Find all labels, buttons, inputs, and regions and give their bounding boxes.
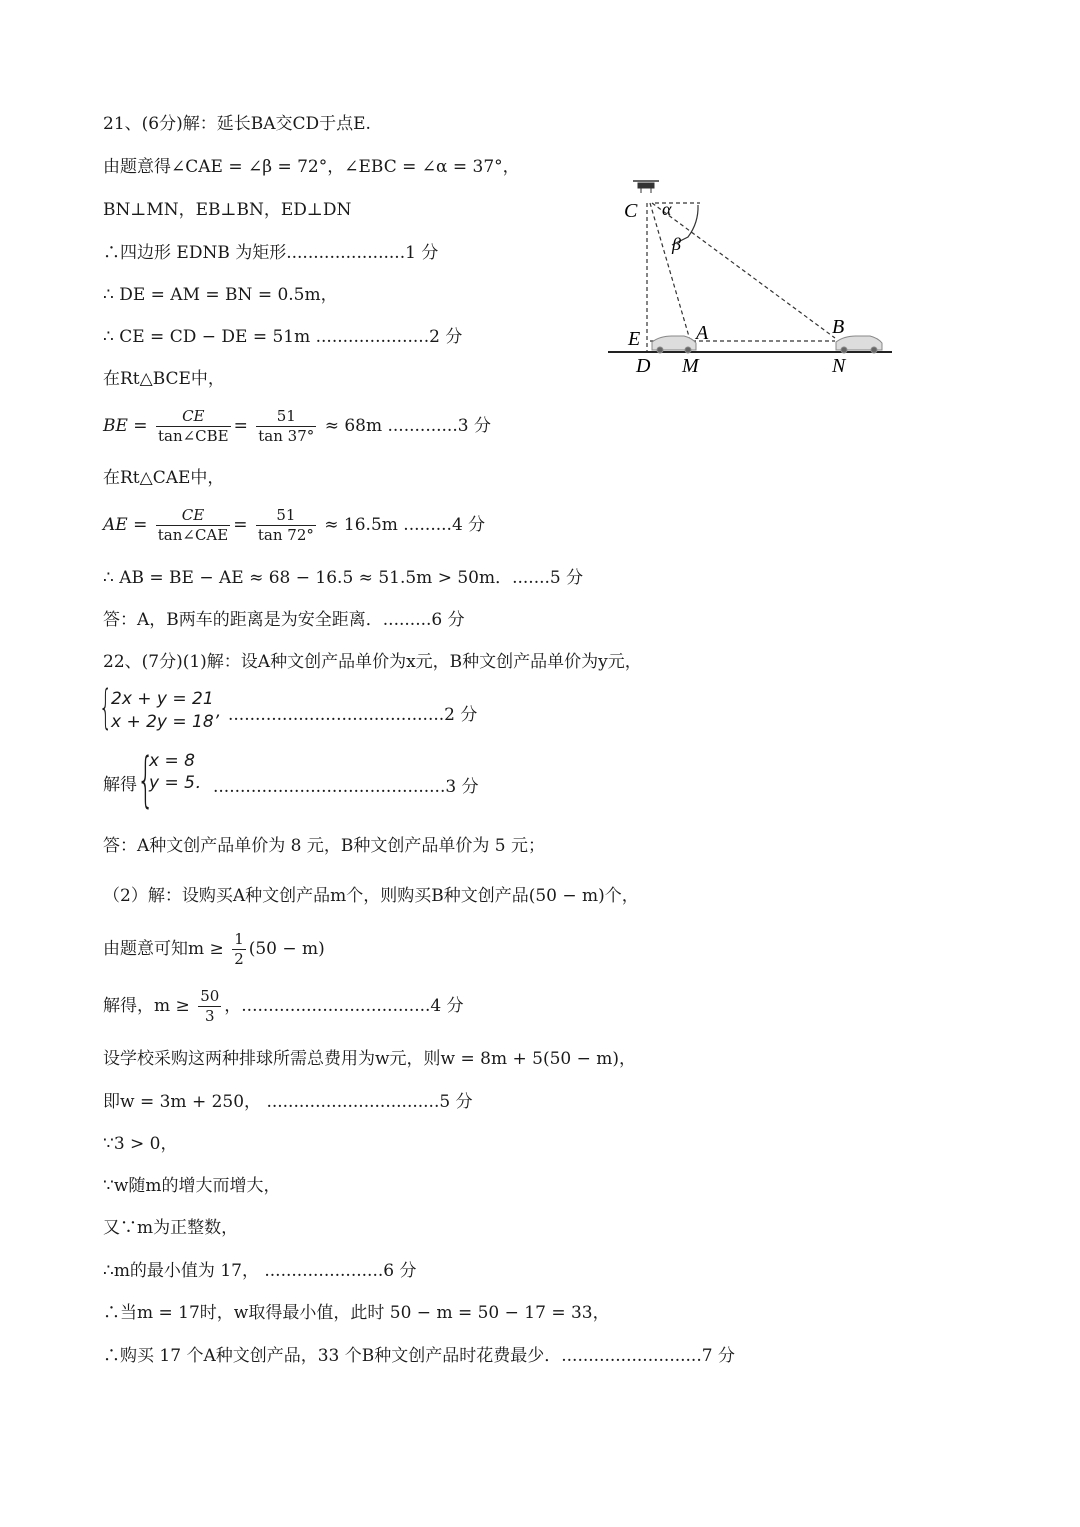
ineq-fraction: [232, 930, 246, 969]
ae-fraction-1: [156, 506, 230, 545]
ae-frac2-den: tan 72°: [257, 526, 314, 544]
q21-line-6: ∴ CE = CD − DE = 51m .....................2 分: [103, 327, 463, 347]
sol-m-pre: 解得，m ≥: [103, 996, 190, 1016]
q22-part2-line-1: （2）解：设购买A种文创产品m个，则购买B种文创产品(50 − m)个，: [103, 886, 639, 906]
q21-line-9: 在Rt△CAE中，: [103, 468, 225, 488]
brace-1: {: [99, 680, 113, 734]
q22-solution-m: [103, 987, 464, 1026]
q21-line-5: ∴ DE = AM = BN = 0.5m，: [103, 285, 338, 305]
sys2-row-2: y = 5．: [149, 773, 212, 793]
sys1-row-2: x + 2y = 18’: [111, 712, 220, 732]
q22-part2-line-10: ∴当m = 17时，w取得最小值，此时 50 − m = 50 − 17 = 33，: [103, 1303, 610, 1323]
sys1-row-1: 2x + y = 21: [111, 689, 214, 709]
sys2-score: ...........................................3 分: [213, 777, 479, 797]
sys1-score: ........................................2 分: [228, 705, 478, 725]
q22-inequality: [103, 930, 325, 969]
sys2-rows: [149, 750, 212, 794]
ae-frac1-den: tan∠CAE: [157, 526, 229, 544]
sol-m-fraction: [198, 987, 221, 1026]
ae-frac2-num: 51: [256, 506, 316, 526]
brace-2: {: [137, 745, 155, 815]
ae-lhs: AE =: [103, 515, 148, 535]
be-fraction-1: [156, 407, 231, 446]
line-ca: [650, 203, 690, 340]
label-m: M: [682, 355, 699, 375]
q22-part2-line-7: ∵w随m的增大而增大，: [103, 1176, 281, 1196]
q22-part2-line-5: 即w = 3m + 250， ................................5 分: [103, 1092, 473, 1112]
label-a: A: [696, 322, 709, 344]
q21-line-3: BN⊥MN，EB⊥BN，ED⊥DN: [103, 200, 352, 220]
label-beta: β: [672, 234, 681, 254]
q22-part2-line-6: ∵3 > 0，: [103, 1134, 178, 1154]
q21-line-4: ∴四边形 EDNB 为矩形......................1 分: [103, 243, 439, 263]
label-n: N: [832, 355, 846, 375]
q22-part2-line-11: ∴购买 17 个A种文创产品，33 个B种文创产品时花费最少．..........................7 分: [103, 1346, 735, 1366]
q21-be-equation: BE = $\frac{CE}{\text{tan∠CBE}}$ = $\frac{51}{\tan 37^\circ}$ ≈ 68m .............3 分: [103, 407, 491, 445]
ae-frac1-num: CE: [156, 506, 230, 526]
sol-m-den: 3: [204, 1007, 215, 1025]
sys1-rows: [111, 688, 219, 734]
label-b: B: [832, 316, 845, 338]
q21-line-11: ∴ AB = BE − AE ≈ 68 − 16.5 ≈ 51.5m > 50m．.......5 分: [103, 568, 584, 588]
ae-rhs: ≈ 16.5m .........4 分: [324, 515, 486, 535]
be-frac1-den: tan∠CBE: [157, 427, 229, 445]
drone-icon: [633, 181, 659, 193]
sol-m-num: 50: [200, 987, 220, 1005]
label-d: D: [636, 355, 651, 375]
be-rhs: ≈ 68m .............3 分: [324, 416, 491, 436]
be-frac2-den: tan 37°: [258, 427, 315, 445]
be-frac2-num: 51: [256, 407, 316, 427]
q22-part2-line-8: 又∵m为正整数，: [103, 1218, 239, 1238]
sys2-row-1: x = 8: [149, 751, 195, 771]
q22-part2-line-9: ∴m的最小值为 17， ......................6 分: [103, 1261, 417, 1281]
q21-line-2: 由题意得∠CAE = ∠β = 72°，∠EBC = ∠α = 37°，: [103, 157, 520, 177]
geometry-figure: [600, 175, 900, 375]
ineq-post: (50 − m): [248, 939, 325, 959]
ineq-pre: 由题意可知m ≥: [103, 939, 224, 959]
car-b-icon: [836, 336, 882, 353]
label-c: C: [624, 200, 638, 222]
q21-line-7: 在Rt△BCE中，: [103, 369, 225, 389]
ineq-num: 1: [234, 930, 244, 948]
car-a-icon: [652, 336, 696, 353]
q22-part2-line-4: 设学校采购这两种排球所需总费用为w元，则w = 8m + 5(50 − m)，: [103, 1049, 637, 1069]
be-frac1-num: CE: [156, 407, 231, 427]
label-e: E: [628, 328, 641, 350]
label-alpha: α: [662, 199, 672, 219]
line-cb: [652, 203, 835, 338]
q21-line-1: 21、(6分)解：延长BA交CD于点E.: [103, 114, 371, 134]
ineq-den: 2: [234, 950, 244, 968]
q22-line-1: 22、(7分)(1)解：设A种文创产品单价为x元，B种文创产品单价为y元，: [103, 652, 642, 672]
be-lhs: BE =: [103, 416, 148, 436]
sol-m-post: ，...................................4 分: [224, 996, 464, 1016]
q22-answer-1: 答：A种文创产品单价为 8 元，B种文创产品单价为 5 元；: [103, 836, 546, 856]
q21-answer: 答：A，B两车的距离是为安全距离．.........6 分: [103, 610, 465, 630]
q21-ae-equation: AE = $\frac{CE}{\text{tan∠CAE}}$ = $\frac{51}{\tan 72^\circ}$ ≈ 16.5m .........4 分: [103, 506, 486, 544]
sol-prefix: 解得: [103, 775, 137, 795]
be-fraction-2: [256, 407, 316, 446]
ae-fraction-2: [256, 506, 316, 545]
